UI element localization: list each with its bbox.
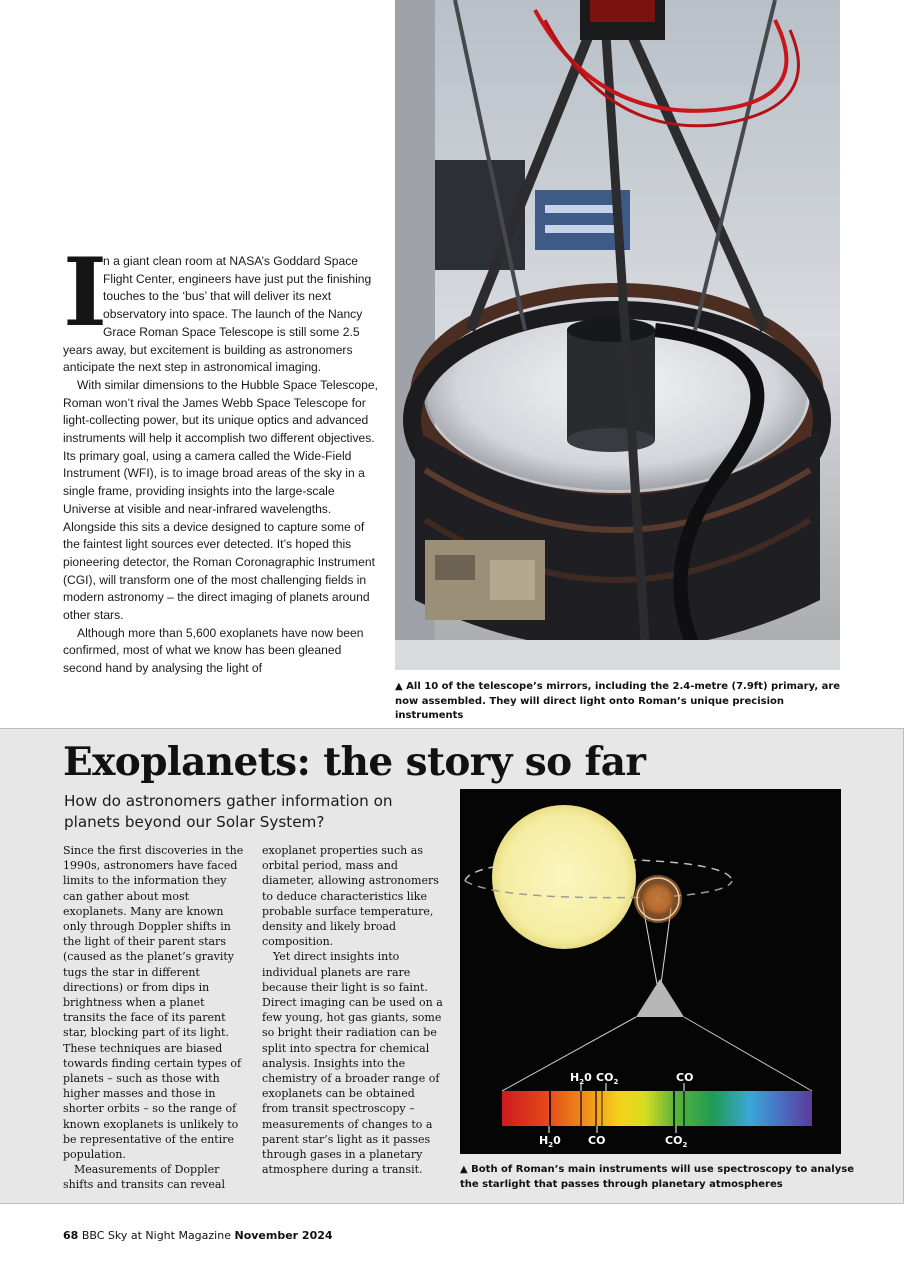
boxout-title: Exoplanets: the story so far [63,739,646,785]
star-icon [492,805,636,949]
page-number: 68 [63,1229,79,1242]
boxout-standfirst: How do astronomers gather information on planets beyond our Solar System? [64,792,393,831]
article-paragraph-1: n a giant clean room at NASA’s Goddard Space Flight Center, engineers have just put the finishing touches to the ‘bus’ that will deliver its next observatory into space. The launch of the Nancy Grace Roman Space Telescope is still some 2.5 years away, but excitement is building as astronomers anticipate the next step in astronomical imaging. [63,254,372,375]
telescope-illustration [395,0,840,670]
article-intro [63,238,379,678]
label-bottom-co2: $CO_2$ [665,1134,688,1149]
boxout-paragraph: Measurements of Doppler shifts and transits can reveal [63,1163,225,1192]
drop-cap: I [63,238,107,348]
article-paragraph-2: With similar dimensions to the Hubble Space Telescope, Roman won’t rival the James Webb Space Telescope for light-collecting power, but its unique optics and advanced instruments will help it accomplish two different objectives. Its primary goal, using a camera called the Wide-Field Instrument (WFI), is to image broad areas of the sky in a single frame, providing insights into the large-scale Universe at visible and near-infrared wavelengths. Alongside this sits a device designed to capture some of the faintest light sources ever detected. It’s hoped this pioneering detector, the Roman Coronagraphic Instrument (CGI), will transform one of the most challenging fields in modern astronomy – the direct imaging of planets around other stars. [63,377,378,623]
label-top-co: CO [676,1071,694,1084]
diagram-caption: ▲ Both of Roman’s main instruments will use spectroscopy to analyse the starlight that passes through planetary atmospheres [460,1164,854,1190]
label-top-co2: $CO_2$ [596,1071,619,1086]
magazine-name: BBC Sky at Night Magazine [81,1229,231,1242]
label-bottom-co: CO [588,1134,606,1147]
page-footer [63,1229,333,1242]
spectrum-bar [502,1091,812,1126]
article-paragraph-3: Although more than 5,600 exoplanets have now been confirmed, most of what we know has been gleaned second hand by analysing the light of [63,625,364,676]
photo-caption: ▲ All 10 of the telescope’s mirrors, including the 2.4-metre (7.9ft) primary, are now assembled. They will direct light onto Roman’s unique precision instruments [395,681,841,721]
transit-spectroscopy-diagram [460,789,841,1154]
boxout-paragraph: Yet direct insights into individual planets are rare because their light is so faint. Direct imaging can be used on a few young, hot gas giants, some so bright their radiation can be split into spectra for chemical analysis. Insights into the chemistry of a broader range of exoplanets can be obtained from transit spectroscopy – measurements of changes to a parent star’s light as it passes through gases in a planetary atmosphere during a transit. [262,950,443,1177]
telescope-photo [395,0,840,670]
boxout-column-1 [63,843,244,1193]
label-bottom-h2o: $H_20$ [539,1134,561,1149]
issue-date: November 2024 [234,1229,333,1242]
prism-icon [636,979,684,1017]
boxout-column-2 [262,843,443,1177]
planet-icon [642,883,674,915]
diagram-svg [460,789,841,1154]
label-top-h2o: $H_20$ [570,1071,592,1086]
boxout-paragraph: exoplanet properties such as orbital period, mass and diameter, allowing astronomers to deduce characteristics like probable surface temperature, density and likely broad composition. [262,844,439,949]
boxout-paragraph: Since the first discoveries in the 1990s, astronomers have faced limits to the information they can gather about most exoplanets. Many are known only through Doppler shifts in the light of their parent stars (caused as the planet’s gravity tugs the star in different directions) or from dips in brightness when a planet transits the face of its parent star, blocking part of its light. These techniques are biased towards finding certain types of planets – such as those with higher masses and those in shorter orbits – so the range of known exoplanets is unlikely to be representative of the entire population. [63,844,244,1162]
